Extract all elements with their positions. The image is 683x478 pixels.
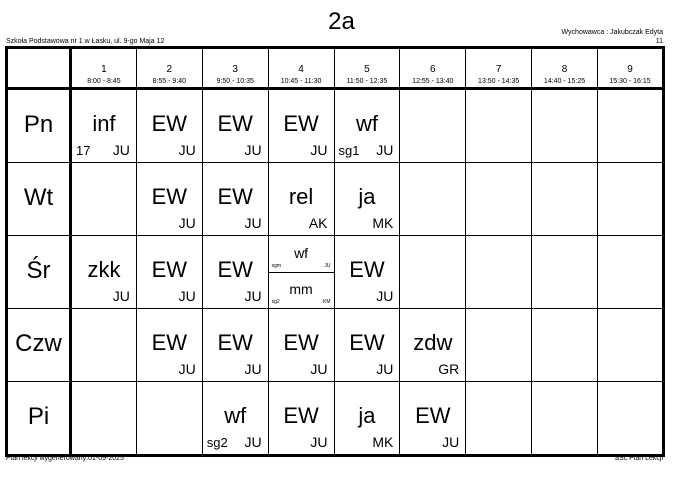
day-cell bbox=[7, 382, 71, 456]
lesson-subject: EW bbox=[217, 184, 253, 209]
lesson-teacher: JU bbox=[112, 288, 130, 304]
period-header bbox=[268, 48, 334, 89]
lesson-group: sg2 bbox=[271, 299, 280, 305]
empty-cell bbox=[400, 89, 466, 163]
lesson-subject: EW bbox=[283, 403, 319, 428]
day-row bbox=[7, 89, 664, 163]
lesson-teacher: MK bbox=[372, 434, 394, 450]
lesson-teacher: MK bbox=[372, 215, 394, 231]
period-header bbox=[334, 48, 400, 89]
lesson-teacher: JU bbox=[178, 142, 196, 158]
lesson-subject: EW bbox=[415, 403, 451, 428]
lesson-cell bbox=[400, 382, 466, 456]
lesson-cell bbox=[202, 382, 268, 456]
empty-cell bbox=[598, 309, 664, 382]
period-number: 8 bbox=[561, 64, 568, 75]
period-number: 6 bbox=[430, 64, 436, 75]
lesson-teacher: JU bbox=[310, 434, 328, 450]
lesson-subject: EW bbox=[217, 111, 253, 136]
lesson-teacher: JU bbox=[178, 361, 196, 377]
empty-cell bbox=[598, 382, 664, 456]
lesson-room: sg2 bbox=[206, 435, 228, 450]
lesson-cell bbox=[202, 89, 268, 163]
lesson-subject: ja bbox=[358, 403, 376, 428]
lesson-subject: inf bbox=[92, 111, 116, 136]
lesson-subject: wf bbox=[224, 403, 247, 428]
day-cell bbox=[7, 89, 71, 163]
lesson-subject: EW bbox=[349, 330, 385, 355]
lesson-subject: zkk bbox=[87, 257, 121, 282]
lesson-teacher: JU bbox=[244, 288, 262, 304]
empty-cell bbox=[71, 163, 137, 236]
lesson-teacher: JU bbox=[310, 142, 328, 158]
empty-cell bbox=[598, 163, 664, 236]
period-time: 11:50 - 12:35 bbox=[346, 78, 388, 85]
day-cell bbox=[7, 163, 71, 236]
empty-cell bbox=[466, 89, 532, 163]
app-name: aSc Plan Lekcji bbox=[615, 455, 663, 462]
lesson-cell bbox=[268, 382, 334, 456]
lesson-subject: rel bbox=[288, 184, 314, 209]
period-time: 8:55 - 9:40 bbox=[152, 78, 187, 85]
lesson-cell bbox=[268, 89, 334, 163]
form-teacher: Wychowawca : Jakubczak Edyta bbox=[561, 29, 663, 36]
period-header bbox=[532, 48, 598, 89]
lesson-cell bbox=[136, 89, 202, 163]
lesson-subject: EW bbox=[151, 184, 188, 209]
lesson-teacher: JU bbox=[376, 142, 394, 158]
empty-cell bbox=[400, 236, 466, 309]
day-name: Śr bbox=[26, 257, 51, 284]
period-header bbox=[136, 48, 202, 89]
lesson-room: sg1 bbox=[338, 143, 360, 158]
period-number: 9 bbox=[627, 64, 633, 75]
lesson-subject: EW bbox=[217, 330, 253, 355]
day-row bbox=[7, 382, 664, 456]
empty-cell bbox=[466, 382, 532, 456]
lesson-teacher: JU bbox=[324, 263, 331, 269]
lesson-cell bbox=[202, 236, 268, 309]
lesson-cell bbox=[334, 236, 400, 309]
day-name: Pi bbox=[27, 403, 50, 430]
day-cell bbox=[7, 309, 71, 382]
period-time: 8:00 - 8:45 bbox=[87, 78, 121, 85]
empty-cell bbox=[532, 89, 598, 163]
lesson-group: sgm bbox=[271, 263, 282, 269]
empty-cell bbox=[532, 382, 598, 456]
empty-cell bbox=[466, 163, 532, 236]
period-number: 2 bbox=[166, 64, 173, 75]
empty-cell bbox=[466, 309, 532, 382]
lesson-cell bbox=[202, 163, 268, 236]
day-name: Pn bbox=[23, 111, 54, 138]
empty-cell bbox=[136, 382, 202, 456]
page-number: 11 bbox=[655, 38, 663, 45]
lesson-teacher: GR bbox=[438, 361, 460, 377]
lesson-teacher: JU bbox=[310, 361, 328, 377]
lesson-subject: ja bbox=[358, 184, 376, 209]
empty-cell bbox=[532, 236, 598, 309]
empty-cell bbox=[598, 89, 664, 163]
lesson-subject: zdw bbox=[413, 330, 453, 355]
lesson-cell bbox=[71, 89, 137, 163]
lesson-teacher: JU bbox=[442, 434, 460, 450]
lesson-subject: EW bbox=[151, 111, 188, 136]
period-number: 7 bbox=[495, 64, 502, 75]
lesson-teacher: KM bbox=[323, 299, 331, 305]
empty-cell bbox=[532, 309, 598, 382]
period-header bbox=[400, 48, 466, 89]
period-header bbox=[466, 48, 532, 89]
lesson-cell bbox=[334, 163, 400, 236]
lesson-cell bbox=[136, 309, 202, 382]
day-name: Wt bbox=[23, 184, 54, 211]
lesson-subject: EW bbox=[151, 330, 188, 355]
corner-cell bbox=[7, 48, 71, 89]
period-number: 5 bbox=[364, 64, 370, 75]
lesson-teacher: JU bbox=[178, 215, 196, 231]
period-time: 13:50 - 14:35 bbox=[478, 78, 520, 85]
empty-cell bbox=[598, 236, 664, 309]
lesson-cell bbox=[334, 382, 400, 456]
lesson-cell bbox=[136, 163, 202, 236]
timetable-body bbox=[7, 48, 664, 456]
lesson-teacher: JU bbox=[178, 288, 196, 304]
period-header bbox=[598, 48, 664, 89]
period-time: 9:50 - 10:35 bbox=[216, 78, 254, 85]
lesson-teacher: JU bbox=[376, 361, 394, 377]
lesson-subject: wf bbox=[294, 245, 309, 261]
lesson-teacher: JU bbox=[244, 434, 262, 450]
split-lesson bbox=[269, 236, 334, 273]
period-number: 4 bbox=[298, 64, 304, 75]
period-time: 15:30 - 16:15 bbox=[609, 78, 651, 85]
empty-cell bbox=[466, 236, 532, 309]
period-number: 3 bbox=[232, 64, 238, 75]
school-name: Szkoła Podstawowa nr 1 w Łasku, ul. 9-go Maja 12 bbox=[6, 38, 165, 45]
period-number: 1 bbox=[101, 64, 107, 75]
day-row bbox=[7, 236, 664, 309]
period-time: 14:40 - 15:25 bbox=[543, 78, 586, 85]
empty-cell bbox=[71, 309, 137, 382]
lesson-subject: EW bbox=[283, 330, 319, 355]
lesson-cell bbox=[268, 236, 334, 309]
lesson-subject: EW bbox=[349, 257, 385, 282]
generated-date: Plan lekcji wygenerowany:01-09-2025 bbox=[6, 455, 124, 462]
lesson-cell bbox=[268, 309, 334, 382]
lesson-cell bbox=[400, 309, 466, 382]
class-title: 2a bbox=[328, 8, 355, 35]
lesson-cell bbox=[334, 89, 400, 163]
lesson-cell bbox=[334, 309, 400, 382]
split-lesson bbox=[269, 272, 334, 308]
lesson-cell bbox=[71, 236, 137, 309]
period-header bbox=[202, 48, 268, 89]
day-cell bbox=[7, 236, 71, 309]
day-name: Czw bbox=[15, 330, 62, 357]
lesson-teacher: AK bbox=[308, 215, 328, 231]
lesson-teacher: JU bbox=[376, 288, 394, 304]
empty-cell bbox=[532, 163, 598, 236]
lesson-cell bbox=[268, 163, 334, 236]
lesson-subject: wf bbox=[355, 111, 378, 136]
lesson-subject: EW bbox=[151, 257, 188, 282]
lesson-subject: EW bbox=[283, 111, 319, 136]
day-row bbox=[7, 309, 664, 382]
lesson-teacher: JU bbox=[112, 142, 130, 158]
lesson-teacher: JU bbox=[244, 142, 262, 158]
lesson-subject: mm bbox=[289, 281, 313, 297]
lesson-cell bbox=[136, 236, 202, 309]
empty-cell bbox=[400, 163, 466, 236]
lesson-subject: EW bbox=[217, 257, 253, 282]
lesson-teacher: JU bbox=[244, 361, 262, 377]
lesson-room: 17 bbox=[76, 143, 91, 158]
period-header-row bbox=[7, 48, 664, 89]
period-header bbox=[71, 48, 137, 89]
timetable-grid bbox=[5, 46, 665, 457]
empty-cell bbox=[71, 382, 137, 456]
day-row bbox=[7, 163, 664, 236]
period-time: 10:45 - 11:30 bbox=[280, 78, 322, 85]
lesson-teacher: JU bbox=[244, 215, 262, 231]
lesson-cell bbox=[202, 309, 268, 382]
period-time: 12:55 - 13:40 bbox=[412, 78, 454, 85]
